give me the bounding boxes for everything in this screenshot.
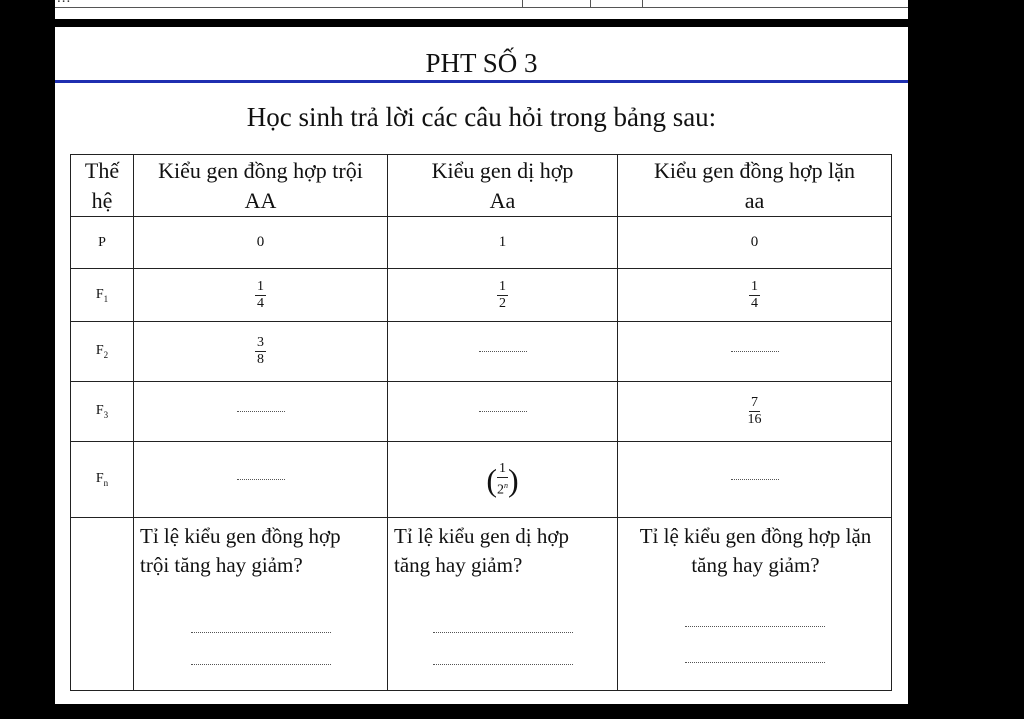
answer-line[interactable] bbox=[134, 616, 387, 645]
generation-label: $F_1$ bbox=[71, 269, 134, 322]
answer-line[interactable] bbox=[618, 610, 891, 639]
questions-row bbox=[71, 518, 892, 691]
generation-label: $F_2$ bbox=[71, 322, 134, 382]
worksheet-page bbox=[55, 0, 908, 719]
empty-cell bbox=[71, 518, 134, 691]
table-row bbox=[71, 217, 892, 269]
fraction-cell: $\frac{1}{4}$ bbox=[618, 269, 892, 322]
fraction-cell: $\frac{1}{4}$ bbox=[134, 269, 388, 322]
blank-answer-cell[interactable] bbox=[134, 382, 388, 442]
fraction-cell: $\frac{7}{16}$ bbox=[618, 382, 892, 442]
previous-table-edge bbox=[55, 0, 908, 20]
answer-line[interactable] bbox=[618, 646, 891, 675]
header-homozygous-recessive: Kiểu gen đồng hợp lặn aa bbox=[618, 155, 892, 217]
answer-line[interactable] bbox=[134, 648, 387, 677]
header-row bbox=[71, 155, 892, 217]
header-heterozygous: Kiểu gen dị hợp Aa bbox=[388, 155, 618, 217]
previous-table-fragment bbox=[57, 0, 71, 7]
fraction-cell: $\frac{1}{2}$ bbox=[388, 269, 618, 322]
table-row bbox=[71, 322, 892, 382]
cell-value: 0 bbox=[134, 217, 388, 269]
generation-label: $F_n$ bbox=[71, 442, 134, 518]
blank-answer-cell[interactable] bbox=[388, 382, 618, 442]
instruction-text: Học sinh trả lời các câu hỏi trong bảng sau: bbox=[246, 102, 717, 132]
blank-answer-cell[interactable] bbox=[618, 442, 892, 518]
header-homozygous-dominant: Kiểu gen đồng hợp trội AA bbox=[134, 155, 388, 217]
page-title: PHT SỐ 3 bbox=[425, 48, 538, 78]
question-homozygous-dominant: Tỉ lệ kiểu gen đồng hợp trội tăng hay giảm? bbox=[134, 518, 388, 691]
generation-label: $F_3$ bbox=[71, 382, 134, 442]
blank-answer-cell[interactable] bbox=[134, 442, 388, 518]
cell-value: 0 bbox=[618, 217, 892, 269]
table-row bbox=[71, 269, 892, 322]
blank-answer-cell[interactable] bbox=[388, 322, 618, 382]
blank-answer-cell[interactable] bbox=[618, 322, 892, 382]
slide-divider-bottom bbox=[55, 704, 908, 719]
genotype-table bbox=[70, 154, 892, 691]
title-underline bbox=[55, 80, 908, 83]
generation-label: P bbox=[71, 217, 134, 269]
question-heterozygous: Tỉ lệ kiểu gen dị hợp tăng hay giảm? bbox=[388, 518, 618, 691]
answer-line[interactable] bbox=[388, 616, 617, 645]
fraction-cell: ( $\frac{1}{2^n}$ ) bbox=[388, 442, 618, 518]
cell-value: 1 bbox=[388, 217, 618, 269]
answer-line[interactable] bbox=[388, 648, 617, 677]
slide-divider-top bbox=[55, 19, 908, 27]
table-row bbox=[71, 442, 892, 518]
fraction-cell: $\frac{3}{8}$ bbox=[134, 322, 388, 382]
header-generation: Thế hệ bbox=[71, 155, 134, 217]
table-row bbox=[71, 382, 892, 442]
question-homozygous-recessive: Tỉ lệ kiểu gen đồng hợp lặn tăng hay giảm? bbox=[618, 518, 892, 691]
